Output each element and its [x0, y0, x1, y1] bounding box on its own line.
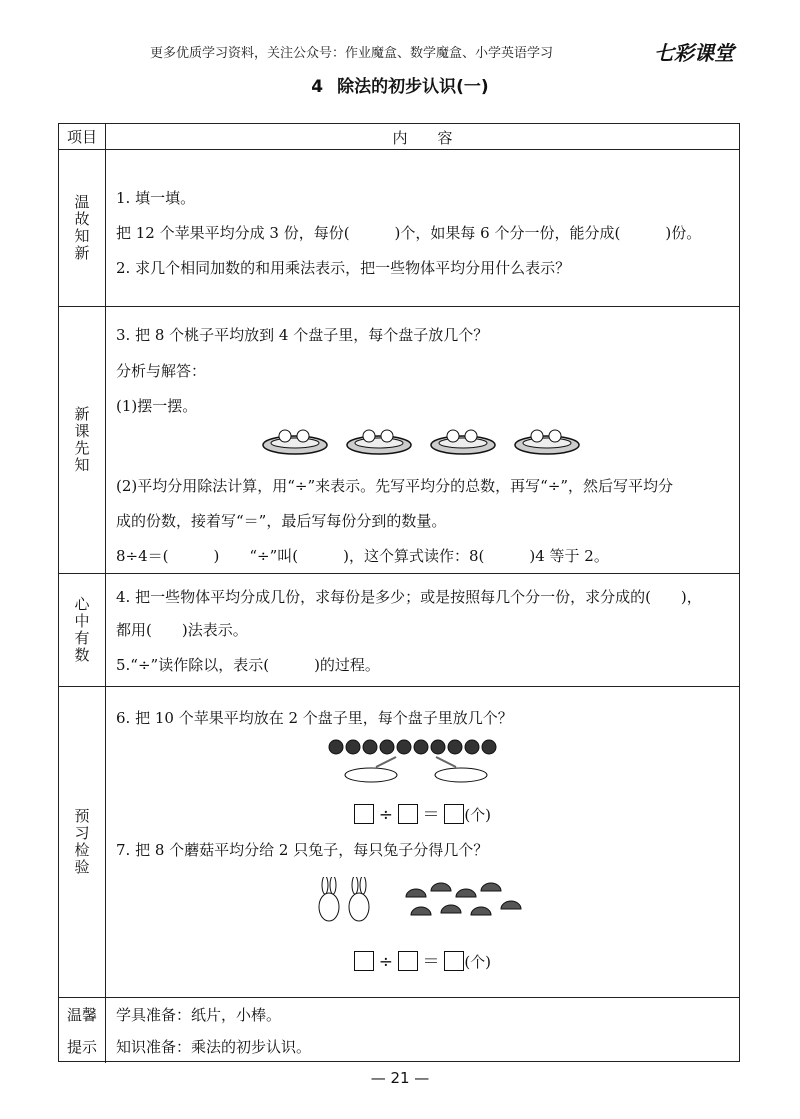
- brand-logo: [652, 38, 744, 66]
- rabbits-and-mushrooms-illustration: [311, 877, 536, 925]
- question-6: 6. 把 10 个苹果平均放在 2 个盘子里，每个盘子里放几个？: [116, 709, 513, 727]
- tip-knowledge: 知识准备：乘法的初步认识。: [116, 1038, 312, 1056]
- question-2: 2. 求几个相同加数的和用乘法表示，把一些物体平均分用什么表示？: [116, 259, 571, 277]
- equation-6: ÷ ＝ (个): [106, 800, 739, 825]
- plates-with-peaches-illustration: [261, 421, 591, 457]
- answer-box[interactable]: [398, 951, 418, 971]
- page-number: — 21 —: [370, 1069, 430, 1087]
- step-2-line-2: 成的份数，接着写“＝”，最后写每份分到的数量。: [116, 512, 447, 530]
- svg-text:七彩课堂: 七彩课堂: [654, 41, 734, 65]
- question-4: 4. 把一些物体平均分成几份，求每份是多少；或是按照每几个分一份，求分成的( )，: [116, 588, 702, 606]
- section-summary: [59, 574, 739, 687]
- answer-box[interactable]: [444, 951, 464, 971]
- section-new-lesson: [59, 307, 739, 574]
- question-3: 3. 把 8 个桃子平均放到 4 个盘子里，每个盘子放几个？: [116, 326, 489, 344]
- section-review: [59, 150, 739, 307]
- step-1: (1)摆一摆。: [116, 397, 198, 415]
- equation-7: ÷ ＝ (个): [106, 947, 739, 972]
- question-4-cont: 都用( )法表示。: [116, 621, 248, 639]
- section-label: 预习检验: [72, 808, 91, 876]
- analysis-label: 分析与解答：: [116, 362, 207, 380]
- answer-box[interactable]: [354, 804, 374, 824]
- header-note: 更多优质学习资料，关注公众号：作业魔盒、数学魔盒、小学英语学习: [150, 46, 554, 61]
- plate-icon: [263, 430, 327, 454]
- apples-and-plates-illustration: [326, 737, 516, 787]
- plate-icon: [431, 430, 495, 454]
- plate-icon: [515, 430, 579, 454]
- section-preview-check: [59, 687, 739, 998]
- question-1: 1. 填一填。: [116, 189, 196, 207]
- tip-tools: 学具准备：纸片，小棒。: [116, 1006, 282, 1024]
- table-header-row: [59, 124, 739, 150]
- section-label: 温故知新: [72, 194, 91, 262]
- section-label: 新课先知: [72, 406, 91, 474]
- answer-box[interactable]: [444, 804, 464, 824]
- col-item-header: 项目: [66, 128, 97, 146]
- step-2-line-1: (2)平均分用除法计算，用“÷”来表示。先写平均分的总数，再写“÷”，然后写平均分: [116, 477, 674, 495]
- section-label: 心中有数: [72, 596, 91, 664]
- col-content-header: 内 容: [392, 129, 453, 147]
- question-7: 7. 把 8 个蘑菇平均分给 2 只兔子，每只兔子分得几个？: [116, 841, 489, 859]
- plate-icon: [347, 430, 411, 454]
- section-tips: [59, 998, 739, 1063]
- question-1-text: 把 12 个苹果平均分成 3 份，每份( )个，如果每 6 个分一份，能分成( )份。: [116, 224, 702, 242]
- section-label-line-1: 温馨: [66, 1005, 97, 1024]
- worksheet-table: [58, 123, 740, 1062]
- question-5: 5.“÷”读作除以，表示( )的过程。: [116, 656, 380, 674]
- page-title: 4 除法的初步认识(一): [311, 77, 489, 97]
- section-label-line-2: 提示: [66, 1037, 97, 1056]
- fill-in-equation: 8÷4＝( ) “÷”叫( )，这个算式读作：8( )4 等于 2。: [116, 547, 609, 565]
- answer-box[interactable]: [398, 804, 418, 824]
- answer-box[interactable]: [354, 951, 374, 971]
